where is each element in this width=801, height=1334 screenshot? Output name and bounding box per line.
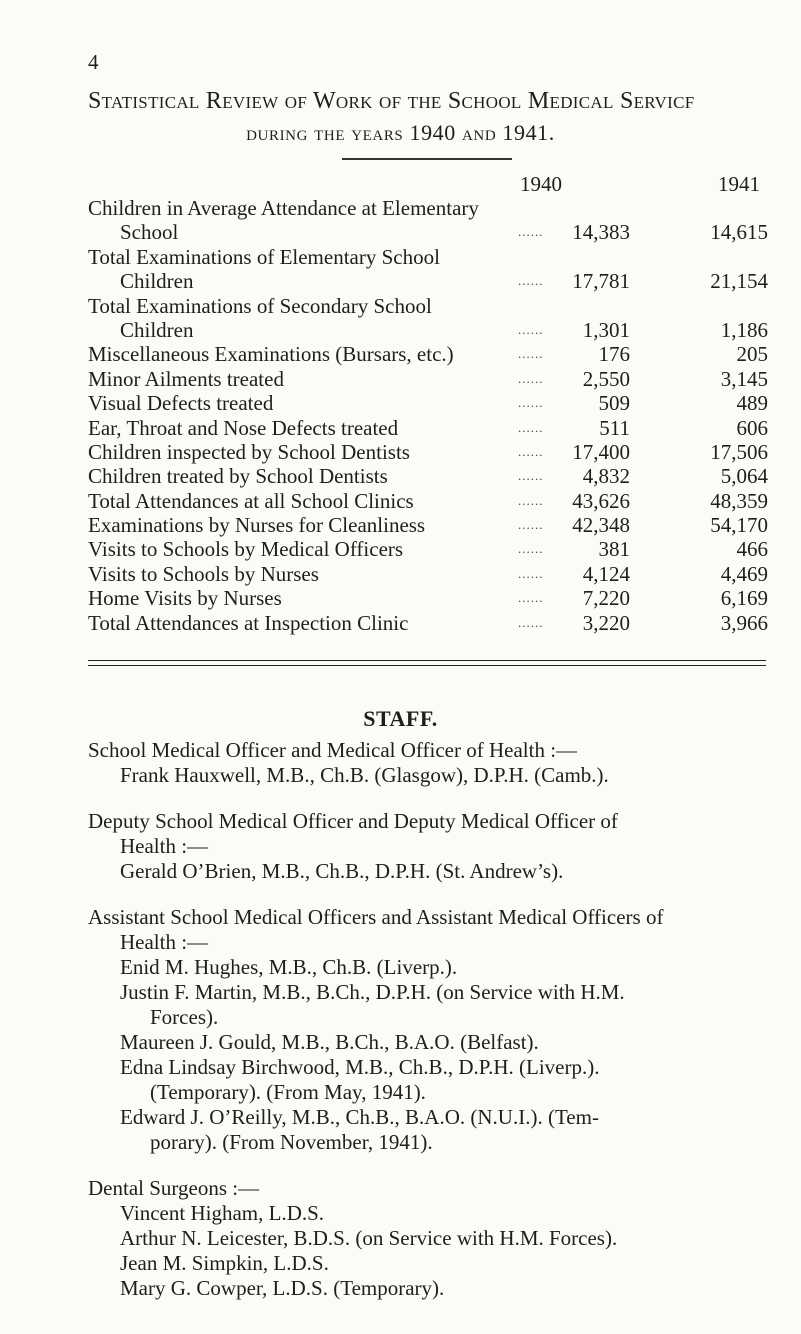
- page-number: 4: [88, 50, 99, 74]
- leader-dots: ......: [518, 614, 544, 630]
- leader-dots: ......: [518, 443, 544, 459]
- staff-section: [88, 738, 778, 788]
- value-1940: 17,781: [572, 269, 630, 294]
- leader-dots: ......: [518, 224, 544, 240]
- value-1941: 489: [736, 391, 768, 416]
- table-row: [88, 489, 768, 513]
- staff-section-heading: School Medical Officer and Medical Officer of Health :—: [88, 738, 578, 762]
- double-divider: [88, 660, 766, 666]
- value-1941: 5,064: [720, 464, 768, 489]
- row-label: Children: [120, 269, 194, 294]
- paragraph-gap: [88, 884, 778, 905]
- table-row-label-line: [88, 245, 768, 269]
- row-label: Home Visits by Nurses: [88, 586, 282, 611]
- staff-section-heading: Health :—: [120, 930, 209, 954]
- value-1941: 3,966: [720, 610, 768, 635]
- value-1940: 42,348: [572, 513, 630, 538]
- value-1941: 466: [736, 537, 768, 562]
- table-row: [88, 464, 768, 488]
- column-header-1940: 1940: [520, 172, 562, 196]
- row-label: Total Attendances at all School Clinics: [88, 488, 414, 513]
- leader-dots: ......: [518, 590, 544, 606]
- staff-heading: STAFF.: [363, 706, 438, 731]
- value-1940: 3,220: [582, 610, 630, 635]
- value-1941: 205: [736, 342, 768, 367]
- column-header-1941: 1941: [718, 172, 760, 196]
- leader-dots: ......: [518, 395, 544, 411]
- statistics-table: [88, 196, 768, 635]
- value-1941: 14,615: [710, 220, 768, 245]
- table-row: [88, 562, 768, 586]
- table-row: [88, 318, 768, 342]
- leader-dots: ......: [518, 419, 544, 435]
- leader-dots: ......: [518, 321, 544, 337]
- value-1941: 1,186: [720, 317, 768, 342]
- value-1941: 21,154: [710, 269, 768, 294]
- value-1940: 43,626: [572, 488, 630, 513]
- leader-dots: ......: [518, 492, 544, 508]
- leader-dots: ......: [518, 541, 544, 557]
- row-label: Children treated by School Dentists: [88, 464, 388, 489]
- table-row: [88, 440, 768, 464]
- row-label: Total Examinations of Secondary School: [88, 293, 432, 318]
- value-1940: 1,301: [582, 317, 630, 342]
- value-1940: 4,124: [582, 561, 630, 586]
- staff-entry: Arthur N. Leicester, B.D.S. (on Service with H.M. Forces).: [120, 1226, 618, 1250]
- staff-entry: Edward J. O’Reilly, M.B., Ch.B., B.A.O. (N.U.I.). (Tem-: [120, 1105, 599, 1129]
- value-1940: 7,220: [582, 586, 630, 611]
- row-label: Examinations by Nurses for Cleanliness: [88, 513, 426, 538]
- value-1940: 176: [598, 342, 630, 367]
- staff-section: [88, 905, 778, 1155]
- value-1941: 606: [736, 415, 768, 440]
- row-label: Total Examinations of Elementary School: [88, 244, 440, 269]
- leader-dots: ......: [518, 517, 544, 533]
- staff-entry: Jean M. Simpkin, L.D.S.: [120, 1251, 329, 1275]
- staff-entry: Justin F. Martin, M.B., B.Ch., D.P.H. (on Service with H.M.: [120, 980, 625, 1004]
- staff-entry: Forces).: [150, 1005, 219, 1029]
- staff-entry: (Temporary). (From May, 1941).: [150, 1080, 426, 1104]
- value-1940: 4,832: [582, 464, 630, 489]
- staff-entry: Maureen J. Gould, M.B., B.Ch., B.A.O. (Belfast).: [120, 1030, 539, 1054]
- staff-section-heading: Deputy School Medical Officer and Deputy Medical Officer of: [88, 809, 618, 833]
- value-1940: 17,400: [572, 439, 630, 464]
- table-row-label-line: [88, 294, 768, 318]
- row-label: School: [120, 220, 179, 245]
- table-row-label-line: [88, 196, 768, 220]
- row-label: Visual Defects treated: [88, 391, 274, 416]
- table-row: [88, 391, 768, 415]
- table-row: [88, 537, 768, 561]
- leader-dots: ......: [518, 565, 544, 581]
- staff-entry: Enid M. Hughes, M.B., Ch.B. (Liverp.).: [120, 955, 458, 979]
- row-label: Visits to Schools by Nurses: [88, 561, 319, 586]
- table-row: [88, 513, 768, 537]
- paragraph-gap: [88, 788, 778, 809]
- staff-entry: Edna Lindsay Birchwood, M.B., Ch.B., D.P.H. (Liverp.).: [120, 1055, 600, 1079]
- row-label: Total Attendances at Inspection Clinic: [88, 610, 409, 635]
- row-label: Miscellaneous Examinations (Bursars, etc.): [88, 342, 454, 367]
- value-1941: 3,145: [720, 366, 768, 391]
- table-row: [88, 416, 768, 440]
- staff-section-heading: Assistant School Medical Officers and Assistant Medical Officers of: [88, 905, 664, 929]
- row-label: Ear, Throat and Nose Defects treated: [88, 415, 399, 440]
- table-row: [88, 367, 768, 391]
- table-row: [88, 220, 768, 244]
- row-label: Children in Average Attendance at Elementary: [88, 196, 479, 220]
- staff-entry: Gerald O’Brien, M.B., Ch.B., D.P.H. (St. Andrew’s).: [120, 859, 564, 883]
- value-1941: 54,170: [710, 513, 768, 538]
- table-row: [88, 586, 768, 610]
- staff-entry: Frank Hauxwell, M.B., Ch.B. (Glasgow), D.P.H. (Camb.).: [120, 763, 609, 787]
- value-1941: 48,359: [710, 488, 768, 513]
- value-1940: 509: [598, 391, 630, 416]
- value-1941: 4,469: [720, 561, 768, 586]
- table-row: [88, 342, 768, 366]
- staff-entry: Vincent Higham, L.D.S.: [120, 1201, 325, 1225]
- short-divider: [342, 158, 512, 160]
- staff-section-heading: Health :—: [120, 834, 209, 858]
- staff-section: [88, 1176, 778, 1301]
- table-row: [88, 269, 768, 293]
- value-1940: 2,550: [582, 366, 630, 391]
- page-title: Statistical Review of Work of the School Medical Servicf: [88, 88, 695, 114]
- row-label: Children inspected by School Dentists: [88, 439, 410, 464]
- table-row: [88, 611, 768, 635]
- value-1940: 511: [599, 415, 630, 440]
- leader-dots: ......: [518, 273, 544, 289]
- staff-list: [88, 738, 778, 1301]
- leader-dots: ......: [518, 370, 544, 386]
- leader-dots: ......: [518, 468, 544, 484]
- staff-entry: Mary G. Cowper, L.D.S. (Temporary).: [120, 1276, 445, 1300]
- value-1941: 17,506: [710, 439, 768, 464]
- staff-entry: porary). (From November, 1941).: [150, 1130, 433, 1154]
- staff-section: [88, 809, 778, 884]
- staff-section-heading: Dental Surgeons :—: [88, 1176, 260, 1200]
- row-label: Minor Ailments treated: [88, 366, 284, 391]
- value-1940: 14,383: [572, 220, 630, 245]
- page-subtitle: during the years 1940 and 1941.: [246, 120, 555, 145]
- paragraph-gap: [88, 1155, 778, 1176]
- value-1941: 6,169: [720, 586, 768, 611]
- row-label: Visits to Schools by Medical Officers: [88, 537, 404, 562]
- row-label: Children: [120, 317, 194, 342]
- leader-dots: ......: [518, 346, 544, 362]
- value-1940: 381: [598, 537, 630, 562]
